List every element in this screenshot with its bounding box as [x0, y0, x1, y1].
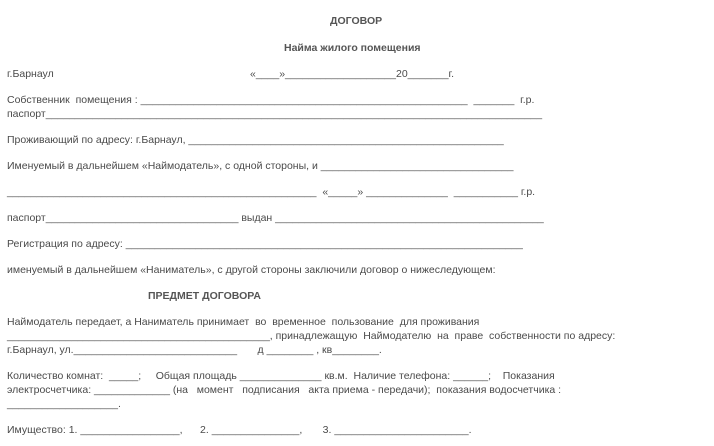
details-line-3: ___________________.: [7, 398, 121, 410]
subject-line-3: г.Барнаул, ул.____________________________ д ________ , кв________.: [7, 344, 382, 356]
landlord-clause: Именуемый в дальнейшем «Наймодатель», с одной стороны, и _________________________________: [7, 160, 514, 172]
owner-line: Собственник помещения : ________________________________________________________ _______ г.р.: [7, 94, 535, 106]
subject-line-1: Наймодатель передает, а Наниматель принимает во временное пользование для проживания: [7, 316, 480, 328]
city-label: г.Барнаул: [7, 68, 54, 80]
document-subtitle: Найма жилого помещения: [284, 42, 421, 54]
property-line: Имущество: 1. _________________, 2. _______________, 3. _______________________.: [7, 424, 472, 436]
details-line-2: электросчетчика: _____________ (на момент подписания акта приема - передачи); показания водосчетчика :: [7, 384, 562, 396]
details-line-1: Количество комнат: _____; Общая площадь ______________ кв.м. Наличие телефона: ______; Показания: [7, 370, 555, 382]
subject-line-2: _____________________________________________, принадлежащую Наймодателю на праве собственности по адресу:: [7, 330, 616, 342]
owner-address-line: Проживающий по адресу: г.Барнаул, ______________________________________________________: [7, 134, 504, 146]
tenant-passport-line: паспорт_________________________________ выдан ______________________________________________: [7, 212, 544, 224]
owner-passport-line: паспорт_____________________________________________________________________________________: [7, 108, 543, 120]
tenant-clause: именуемый в дальнейшем «Наниматель», с другой стороны заключили договор о нижеследующем:: [7, 264, 496, 276]
contract-date-line: «____»___________________20_______г.: [250, 68, 455, 80]
document-title: ДОГОВОР: [330, 15, 383, 27]
registration-line: Регистрация по адресу: ____________________________________________________________________: [7, 238, 523, 250]
tenant-line: _____________________________________________________ «_____» ______________ ___________ г.р.: [7, 186, 536, 198]
section-title: ПРЕДМЕТ ДОГОВОРА: [148, 290, 261, 302]
